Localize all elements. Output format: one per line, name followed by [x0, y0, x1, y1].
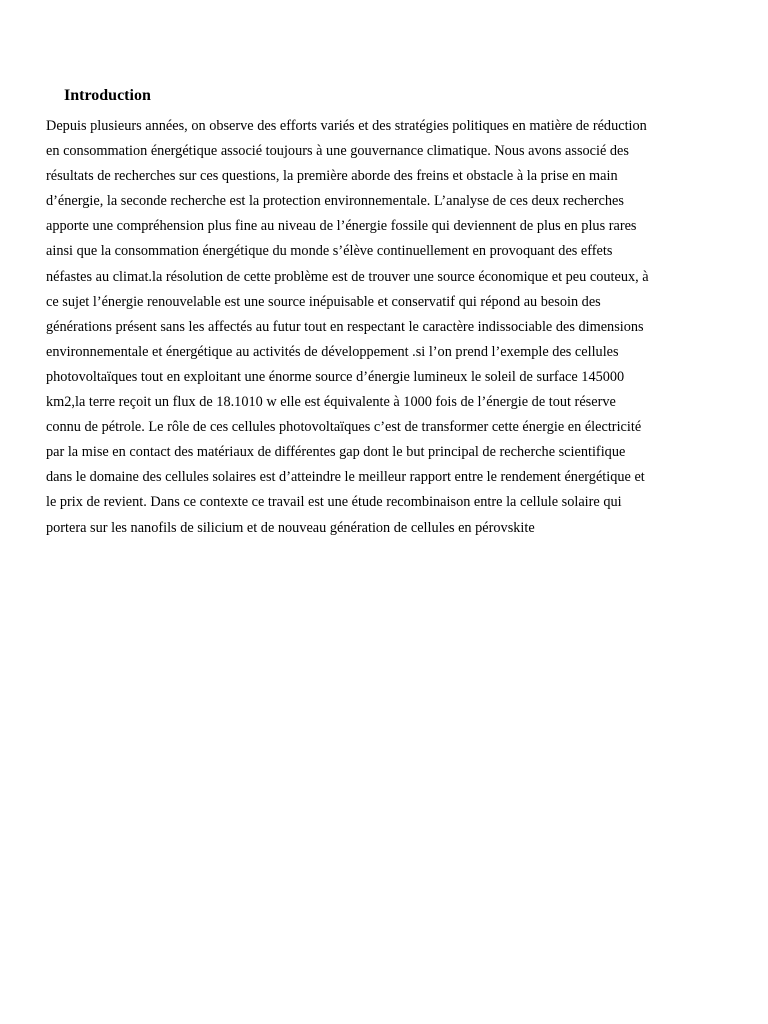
paragraph-line: environnementale et énergétique au activités de développement .si l’on prend l’exemple des cellules [46, 343, 619, 360]
paragraph-line: dans le domaine des cellules solaires est d’atteindre le meilleur rapport entre le rendement énergétique et [46, 469, 645, 486]
paragraph-line: apporte une compréhension plus fine au niveau de l’énergie fossile qui deviennent de plus en plus rares [46, 218, 637, 235]
paragraph-line: générations présent sans les affectés au futur tout en respectant le caractère indissociable des dimensions [46, 318, 644, 335]
paragraph-line: ainsi que la consommation énergétique du monde s’élève continuellement en provoquant des effets [46, 243, 613, 260]
paragraph-line: le prix de revient. Dans ce contexte ce travail est une étude recombinaison entre la cellule solaire qui [46, 494, 622, 511]
paragraph-line: par la mise en contact des matériaux de différentes gap dont le but principal de recherche scientifique [46, 444, 626, 461]
paragraph-line: connu de pétrole. Le rôle de ces cellules photovoltaïques c’est de transformer cette énergie en électricité [46, 419, 642, 436]
paragraph-line: d’énergie, la seconde recherche est la protection environnementale. L’analyse de ces deux recherches [46, 193, 624, 210]
paragraph-line: en consommation énergétique associé toujours à une gouvernance climatique. Nous avons associé des [46, 143, 629, 160]
paragraph-line: portera sur les nanofils de silicium et de nouveau génération de cellules en pérovskite [46, 519, 535, 536]
paragraph-line: km2,la terre reçoit un flux de 18.1010 w elle est équivalente à 1000 fois de l’énergie de tout réserve [46, 394, 616, 411]
paragraph-line: Depuis plusieurs années, on observe des efforts variés et des stratégies politiques en matière de réduction [46, 118, 647, 134]
paragraph-line: résultats de recherches sur ces questions, la première aborde des freins et obstacle à la prise en main [46, 168, 618, 185]
paragraph-line: photovoltaïques tout en exploitant une énorme source d’énergie lumineux le soleil de surface 145000 [46, 368, 625, 385]
introduction-paragraph [46, 114, 726, 541]
paragraph-line: ce sujet l’énergie renouvelable est une source inépuisable et conservatif qui répond au besoin des [46, 293, 601, 310]
section-heading: Introduction [64, 87, 151, 104]
paragraph-line: néfastes au climat.la résolution de cette problème est de trouver une source économique et peu couteux, à [46, 268, 649, 285]
